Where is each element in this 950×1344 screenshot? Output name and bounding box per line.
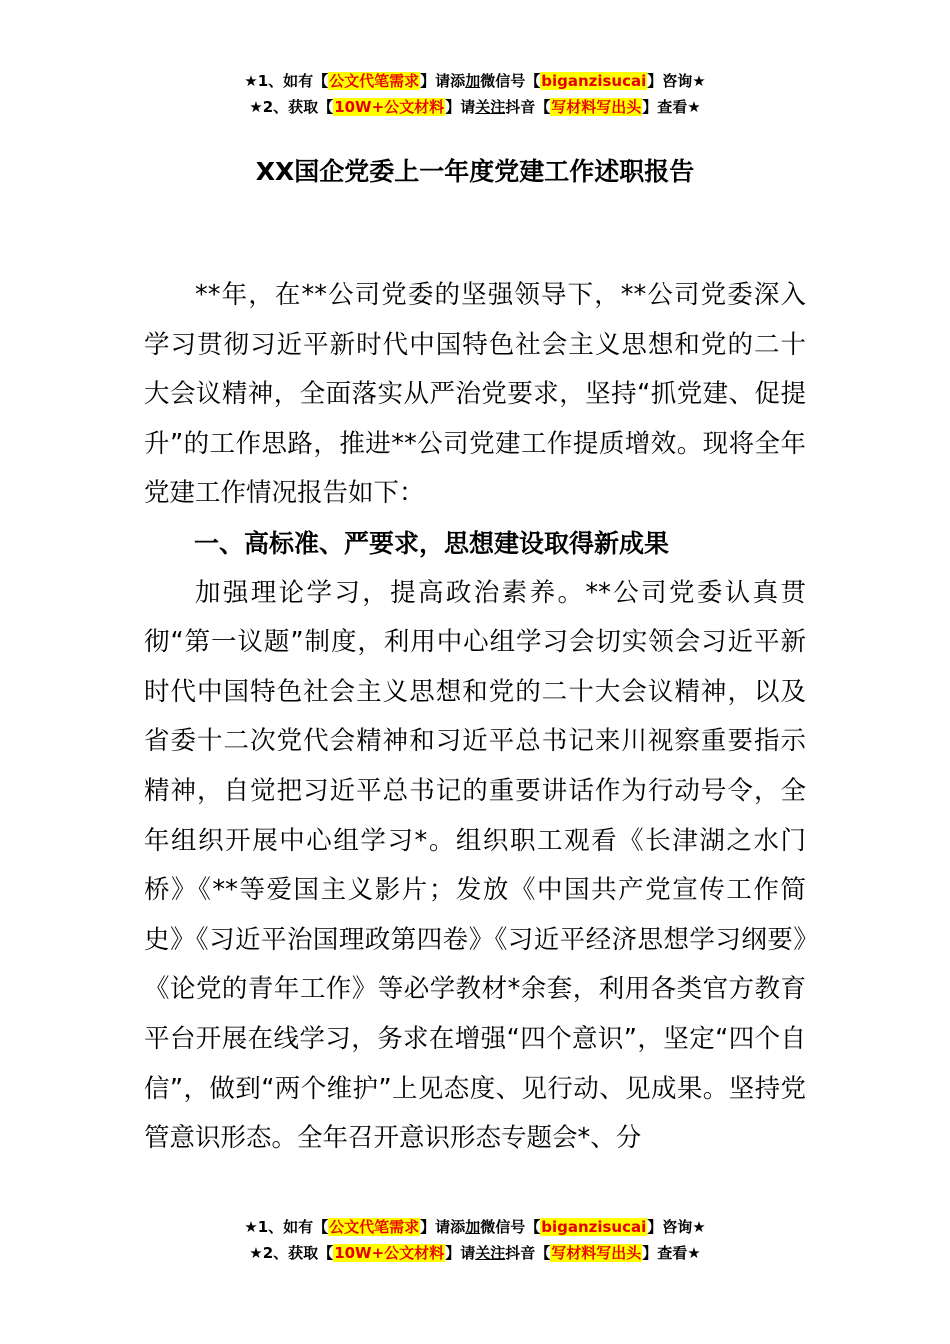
promo-wechat-id: biganzisucai xyxy=(541,72,647,90)
promo-text: ★1、如有【 xyxy=(244,1218,329,1236)
header-promo-banner xyxy=(0,68,950,120)
promo-line-2 xyxy=(0,94,950,120)
body-paragraph: 加强理论学习，提高政治素养。**公司党委认真贯彻“第一议题”制度，利用中心组学习会切实领会习近平新时代中国特色社会主义思想和党的二十大会议精神，以及省委十二次党代会精神和习近平总书记来川视察重要指示精神，自觉把习近平总书记的重要讲话作为行动号令，全年组织开展中心组学习*。组织职工观看《长津湖之水门桥》《**等爱国主义影片；发放《中国共产党宣传工作简史》《习近平治国理政第四卷》《习近平经济思想学习纲要》《论党的青年工作》等必学教材*余套，利用各类官方教育平台开展在线学习，务求在增强“四个意识”，坚定“四个自信”，做到“两个维护”上见态度、见行动、见成果。坚持党管意识形态。全年召开意识形态专题会*、分 xyxy=(144,577,806,1154)
intro-paragraph: **年，在**公司党委的坚强领导下，**公司党委深入学习贯彻习近平新时代中国特色社会主义思想和党的二十大会议精神，全面落实从严治党要求，坚持“抓党建、促提升”的工作思路，推进**公司党建工作提质增效。现将全年党建工作情况报告如下： xyxy=(144,280,806,509)
promo-underlined-text: 关注 xyxy=(475,1244,506,1262)
promo-text: 】请添 xyxy=(420,1218,466,1236)
promo-underlined-text: 加 xyxy=(465,1218,481,1236)
promo-text: 抖音【 xyxy=(505,1244,551,1262)
promo-text: 抖音【 xyxy=(505,98,551,116)
promo-text: 】查看★ xyxy=(642,98,701,116)
promo-text: 微信号【 xyxy=(480,72,541,90)
promo-highlight: 公文代笔需求 xyxy=(329,72,420,90)
promo-text: 】请 xyxy=(445,1244,476,1262)
promo-douyin-name: 写材料写出头 xyxy=(551,1244,642,1262)
promo-wechat-id: biganzisucai xyxy=(541,1218,647,1236)
promo-underlined-text: 关注 xyxy=(475,98,506,116)
section-heading: 一、高标准、严要求，思想建设取得新成果 xyxy=(194,528,670,558)
promo-text: ★2、获取【 xyxy=(249,1244,334,1262)
promo-highlight: 公文代笔需求 xyxy=(329,1218,420,1236)
document-body xyxy=(144,271,806,1164)
promo-line-1 xyxy=(0,1214,950,1240)
promo-text: ★1、如有【 xyxy=(244,72,329,90)
document-title: XX国企党委上一年度党建工作述职报告 xyxy=(255,157,695,186)
promo-text: 】查看★ xyxy=(642,1244,701,1262)
promo-text: 微信号【 xyxy=(480,1218,541,1236)
promo-highlight: 10W+公文材料 xyxy=(334,98,445,116)
promo-underlined-text: 加 xyxy=(465,72,481,90)
promo-highlight: 10W+公文材料 xyxy=(334,1244,445,1262)
promo-line-1 xyxy=(0,68,950,94)
footer-promo-banner xyxy=(0,1214,950,1266)
promo-text: 】咨询★ xyxy=(647,72,706,90)
promo-text: 】请 xyxy=(445,98,476,116)
promo-douyin-name: 写材料写出头 xyxy=(551,98,642,116)
promo-text: 】请添 xyxy=(420,72,466,90)
promo-text: 】咨询★ xyxy=(647,1218,706,1236)
promo-line-2 xyxy=(0,1240,950,1266)
promo-text: ★2、获取【 xyxy=(249,98,334,116)
